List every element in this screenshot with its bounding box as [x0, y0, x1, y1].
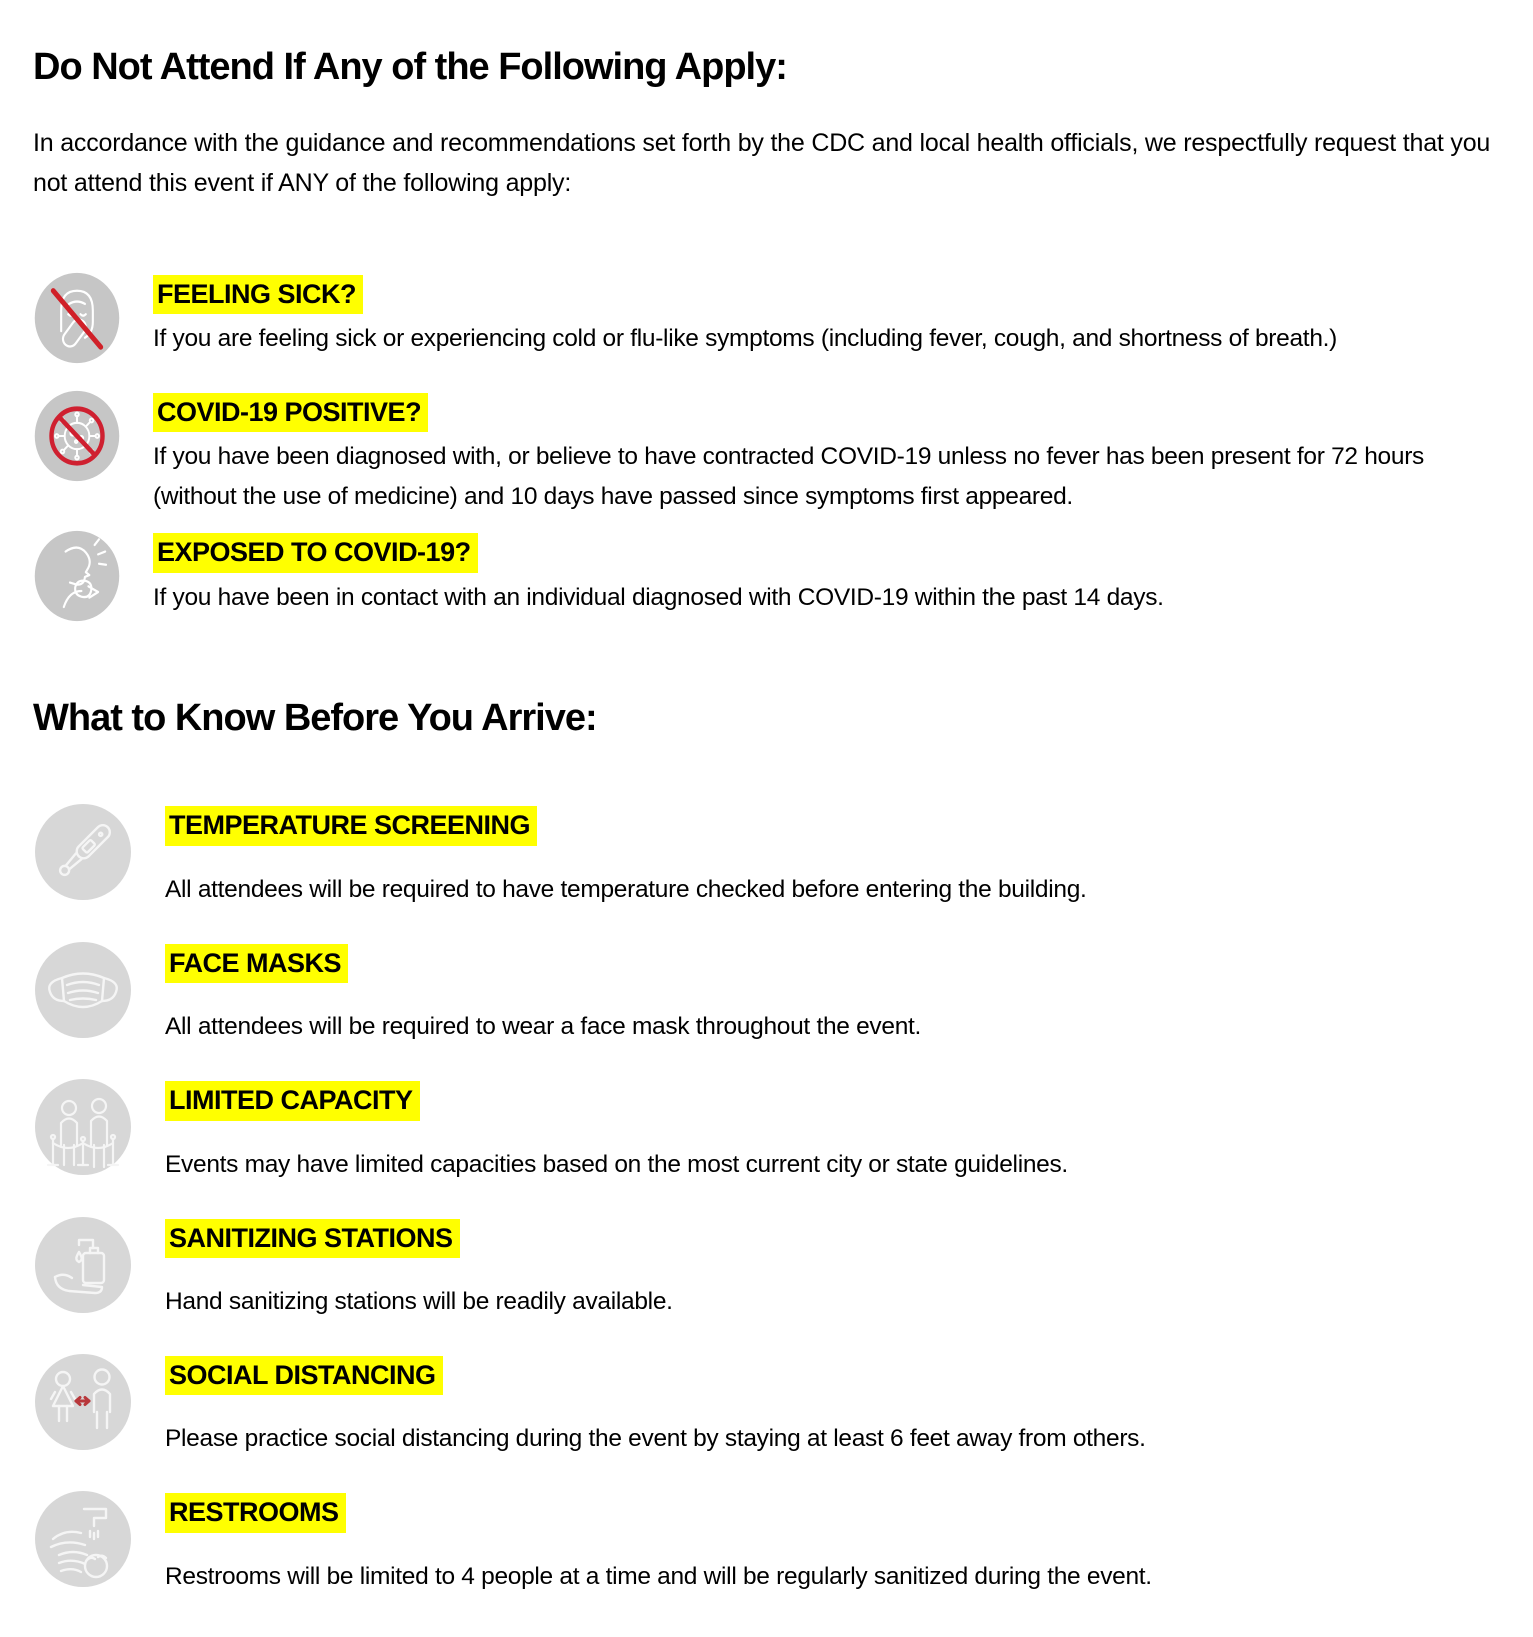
item-text: All attendees will be required to wear a face mask throughout the event.: [165, 1013, 922, 1041]
item-label: RESTROOMS: [165, 1493, 346, 1532]
list-item-face-masks: [33, 940, 1493, 1047]
list-item-feeling-sick: [33, 271, 1493, 377]
no-coughing-icon: [33, 271, 121, 365]
item-text: If you are feeling sick or experiencing cold or flu-like symptoms (including fever, cough, and shortness of breath.): [153, 325, 1338, 353]
item-text: Events may have limited capacities based on the most current city or state guidelines.: [165, 1150, 1068, 1178]
item-text: If you have been in contact with an individual diagnosed with COVID-19 within the past 14 days.: [153, 583, 1164, 611]
list-item-limited-capacity: [33, 1077, 1493, 1184]
thermometer-icon: [33, 802, 133, 902]
item-text: If you have been diagnosed with, or believe to have contracted COVID-19 unless no fever has been present for 72 hours (without the use of medicine) and 10 days have passed since symptoms first appeared.: [153, 443, 1425, 511]
face-mask-icon: [33, 940, 133, 1040]
item-label: SOCIAL DISTANCING: [165, 1356, 443, 1395]
list-item-social-distancing: [33, 1352, 1493, 1459]
item-label: EXPOSED TO COVID-19?: [153, 533, 478, 572]
no-virus-icon: [33, 389, 121, 483]
item-label: LIMITED CAPACITY: [165, 1081, 420, 1120]
before-you-arrive-list: [33, 802, 1493, 1596]
item-text: Please practice social distancing during the event by staying at least 6 feet away from others.: [165, 1425, 1146, 1453]
hand-sanitizer-icon: [33, 1215, 133, 1315]
item-label: FEELING SICK?: [153, 275, 363, 314]
hand-washing-icon: [33, 1489, 133, 1589]
list-item-temperature: [33, 802, 1493, 909]
item-label: COVID-19 POSITIVE?: [153, 393, 428, 432]
social-distancing-icon: [33, 1352, 133, 1452]
item-label: FACE MASKS: [165, 944, 348, 983]
list-item-exposed: [33, 529, 1493, 635]
sneezing-person-icon: [33, 529, 121, 623]
list-item-restrooms: [33, 1489, 1493, 1596]
item-label: SANITIZING STATIONS: [165, 1219, 460, 1258]
section1-title: Do Not Attend If Any of the Following Apply:: [33, 46, 787, 88]
item-text: Hand sanitizing stations will be readily available.: [165, 1287, 673, 1315]
item-text: All attendees will be required to have temperature checked before entering the building.: [165, 875, 1087, 903]
intro-paragraph: In accordance with the guidance and recommendations set forth by the CDC and local health officials, we respectfully request that you not attend this event if ANY of the following apply:: [33, 129, 1491, 197]
list-item-sanitizing: [33, 1215, 1493, 1322]
item-label: TEMPERATURE SCREENING: [165, 806, 537, 845]
item-text: Restrooms will be limited to 4 people at a time and will be regularly sanitized during the event.: [165, 1562, 1152, 1590]
do-not-attend-list: [33, 271, 1493, 635]
list-item-covid-positive: [33, 389, 1493, 517]
section2-title: What to Know Before You Arrive:: [33, 697, 597, 740]
limited-capacity-icon: [33, 1077, 133, 1177]
